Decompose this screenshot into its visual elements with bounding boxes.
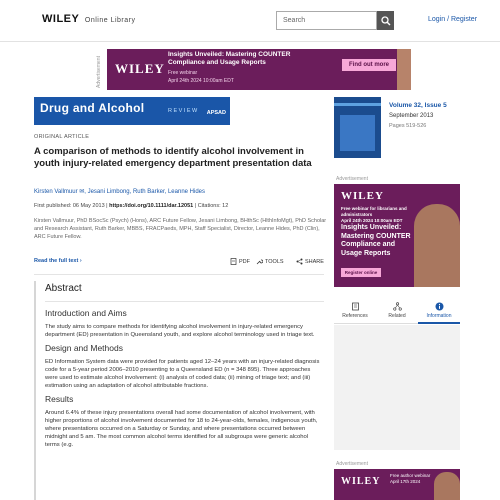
network-icon (393, 302, 402, 311)
share-button[interactable] (296, 258, 324, 265)
issue-date: September 2013 (389, 113, 434, 119)
section-divider (34, 274, 324, 275)
ad-register-button[interactable]: Register online (341, 268, 381, 277)
section-heading: Introduction and Aims (45, 308, 127, 318)
info-icon (435, 302, 444, 311)
ad-small-line: Free author webinar (390, 473, 431, 478)
tab-label: Information (426, 313, 452, 319)
read-full-text-label: Read the full text (34, 258, 79, 264)
cover-stripe (334, 103, 381, 106)
site-header (0, 0, 500, 42)
tools-label: TOOLS (265, 258, 284, 265)
article-tabs (334, 300, 460, 324)
cover-image (340, 115, 375, 151)
abstract-heading: Abstract (45, 283, 82, 294)
right-advertisement[interactable] (334, 184, 460, 287)
logo-brand: WILEY (42, 13, 80, 25)
pdf-label: PDF (239, 258, 250, 265)
ad-label: Advertisement (336, 461, 368, 467)
ad-brand: WILEY (115, 61, 165, 76)
journal-subtitle: REVIEW (168, 108, 199, 114)
published-date: First published: 06 May 2013 (34, 203, 105, 209)
journal-org: APSAD (206, 110, 226, 116)
share-icon (296, 258, 303, 265)
read-full-text-link[interactable] (34, 258, 82, 264)
journal-cover[interactable] (334, 97, 381, 158)
search-button[interactable] (377, 11, 394, 30)
ad-brand: WILEY (341, 190, 384, 202)
journal-banner[interactable] (34, 97, 230, 125)
section-text: Around 6.4% of these injury presentations overall had some documentation of alcohol involvement, with higher proportions of alcohol involvement documented for 18 to 24-year-olds, females, indigenous youth, where presentations occurred on a Saturday or Sunday, and where presentations occurred between midnight and 5 am. The most common alcohol terms identified for all subgroups were generic alcohol terms (e.g. (45, 410, 318, 448)
wiley-logo[interactable] (42, 13, 135, 25)
section-heading: Design and Methods (45, 343, 123, 353)
issue-pages: Pages 519-526 (389, 123, 427, 129)
article-type: ORIGINAL ARTICLE (34, 134, 90, 140)
ad-subline: Free webinar (168, 70, 198, 76)
publication-info: First published: 06 May 2013 | https://doi.org/10.1111/dar.12051 | Citations: 12 (34, 203, 229, 209)
article-actions (34, 258, 324, 268)
ad-date: April 24th 2024 10:00am EDT (168, 78, 234, 84)
book-icon (351, 302, 360, 311)
issue-volume-link[interactable]: Volume 32, Issue 5 (389, 102, 447, 109)
tab-information[interactable] (418, 300, 460, 324)
search-icon (381, 16, 391, 26)
ad-photo (414, 204, 460, 287)
tab-references[interactable] (334, 300, 376, 324)
wrench-icon (256, 258, 263, 265)
pdf-icon (230, 258, 237, 265)
bottom-advertisement[interactable] (334, 469, 460, 500)
search-input[interactable]: Search (276, 11, 377, 30)
top-advertisement[interactable] (107, 49, 411, 90)
ad-photo (397, 49, 411, 90)
author-affiliations: Kirsten Vallmuur, PhD BSocSc (Psych) (Hons), ARC Future Fellow, Jesani Limbong, BHthSc (HlthInfoMgt), PhD Scholar and Research Assistant, Ruth Barker, MBBS, FRACPaeds, MPH, Staff Specialist, Director, Leanne Hides, PhD (Clin), ARC Future Fellow. (34, 218, 327, 240)
logo-suffix: Online Library (84, 17, 136, 24)
ad-date: April 24th 2024 10:00am EDT (341, 218, 403, 223)
tab-label: References (342, 313, 368, 319)
tools-button[interactable] (256, 258, 284, 265)
chevron-right-icon: › (79, 258, 82, 264)
section-text: The study aims to compare methods for identifying alcohol involvement in injury-related emergency department (ED) presentation in Queensland youth, and explore alcohol terminology used in triage text. (45, 324, 315, 338)
ad-small-text (341, 206, 411, 224)
tab-label: Related (388, 313, 406, 319)
ad-title: Insights Unveiled: Mastering COUNTER Compliance and Usage Reports (168, 51, 291, 66)
ad-small-line: Free webinar for librarians and administrators (341, 206, 407, 217)
ad-side-label: Advertisement (96, 56, 102, 88)
tab-related[interactable] (376, 300, 418, 324)
ad-find-out-more-button[interactable]: Find out more (342, 59, 396, 71)
section-heading: Results (45, 394, 74, 404)
share-label: SHARE (305, 258, 324, 265)
ad-label: Advertisement (336, 176, 368, 182)
citations-count[interactable]: Citations: 12 (197, 203, 229, 209)
abstract-section (34, 281, 324, 500)
login-register-link[interactable]: Login / Register (428, 16, 478, 23)
doi-link[interactable]: https://doi.org/10.1111/dar.12051 (109, 203, 194, 209)
ad-photo (434, 472, 460, 500)
article-title: A comparison of methods to identify alcohol involvement in youth injury-related emergency department presentation data (34, 146, 312, 169)
ad-headline: Insights Unveiled: Mastering COUNTER Compliance and Usage Reports (341, 224, 411, 257)
ad-brand: WILEY (341, 476, 381, 487)
pdf-button[interactable] (230, 258, 250, 265)
author-list[interactable]: Kirsten Vallmuur ✉, Jesani Limbong, Ruth Barker, Leanne Hides (34, 189, 206, 195)
abstract-divider (45, 301, 324, 302)
ad-small-text (390, 473, 430, 485)
journal-title: Drug and Alcohol (40, 101, 145, 115)
ad-date: April 17th 2024 (390, 479, 421, 484)
tab-panel (334, 325, 460, 450)
section-text: ED Information System data were provided for patients aged 12–24 years with an injury-related diagnosis code for a 5-year period 2006–2010 presenting to a Queensland ED (n = 348 895). Three approaches were used to estimate alcohol involvement: (i) analysis of coded data; (ii) mining of triage text; and (iii) estimation using an adaptation of alcohol attributable fractions. (45, 359, 320, 389)
